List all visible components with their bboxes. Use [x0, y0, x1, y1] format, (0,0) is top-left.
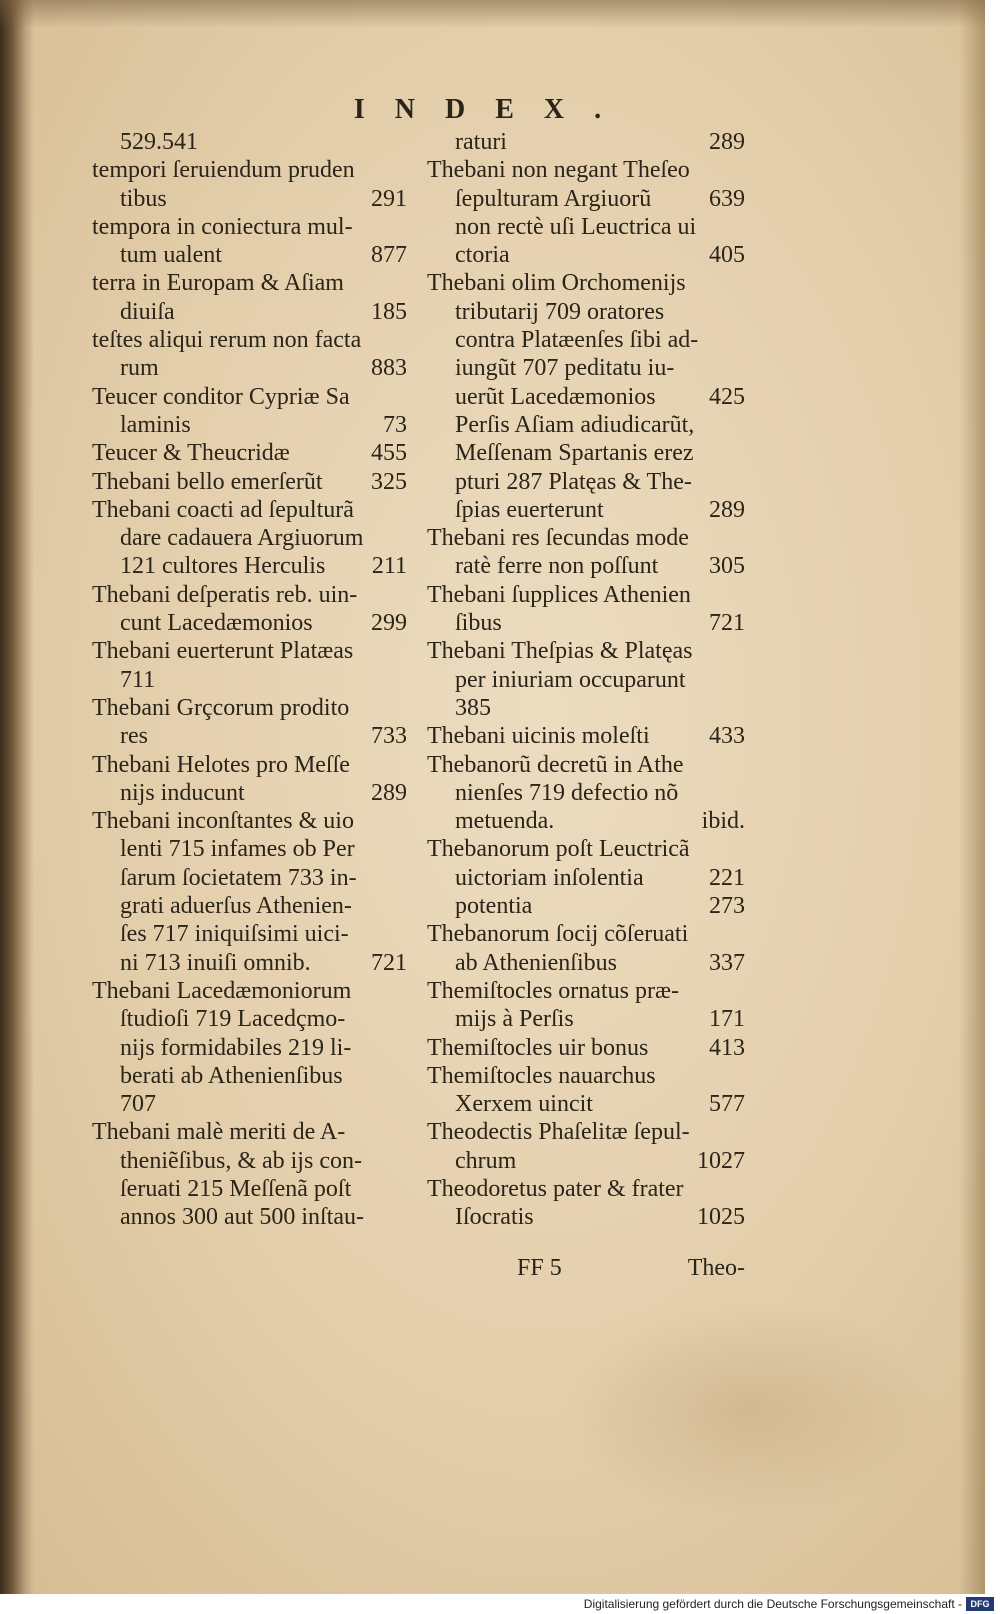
- index-entry-text: 385: [455, 694, 491, 721]
- index-entry-text: pturi 287 Platęas & The-: [455, 468, 692, 495]
- index-entry-text: nijs inducunt: [120, 779, 245, 806]
- index-line: [427, 185, 745, 213]
- index-page-number: [399, 977, 407, 1005]
- index-entry-text: tibus: [120, 185, 167, 212]
- index-page-number: [399, 1062, 407, 1090]
- index-page-number: [399, 213, 407, 241]
- index-line: [427, 213, 745, 241]
- index-line: [92, 1005, 407, 1033]
- index-line: [427, 1005, 745, 1033]
- index-page-number: [737, 977, 745, 1005]
- index-page-number: [737, 213, 745, 241]
- index-line: [427, 1090, 745, 1118]
- index-page-number: 299: [371, 610, 407, 637]
- index-entry-text: Teucer & Theucridæ: [92, 440, 290, 467]
- index-entry-text: ſeruati 215 Meſſenã poſt: [120, 1175, 352, 1202]
- page-header: INDEX.: [353, 94, 632, 125]
- index-entry-text: 707: [120, 1091, 156, 1118]
- dfg-logo: DFG: [966, 1597, 994, 1611]
- index-page-number: [737, 468, 745, 496]
- index-page-number: [399, 156, 407, 184]
- index-line: [92, 949, 407, 977]
- index-entry-text: ab Athenienſibus: [455, 949, 617, 976]
- index-entry-text: Thebanorum ſocij cõſeruati: [427, 921, 689, 948]
- index-entry-text: raturi: [455, 129, 507, 155]
- index-entry-text: tempori ſeruiendum pruden: [92, 157, 355, 184]
- index-line: [92, 156, 407, 184]
- index-entry-text: tempora in coniectura mul-: [92, 213, 353, 240]
- index-page-number: 639: [709, 185, 745, 212]
- index-entry-text: ratè ferre non poſſunt: [455, 553, 659, 580]
- index-entry-text: ſtudioſi 719 Lacedçmo-: [120, 1006, 346, 1033]
- index-page-number: [737, 326, 745, 354]
- index-line: [92, 694, 407, 722]
- index-line: [92, 1090, 407, 1118]
- index-line: [427, 920, 745, 948]
- index-entry-text: Thebani deſperatis reb. uin-: [92, 581, 358, 608]
- index-entry-text: Theodectis Phaſelitæ ſepul-: [427, 1119, 690, 1146]
- index-page-number: [737, 835, 745, 863]
- index-line: [92, 892, 407, 920]
- index-page-number: 291: [371, 185, 407, 212]
- index-entry-text: annos 300 aut 500 inſtau-: [120, 1204, 364, 1231]
- index-page-number: [737, 637, 745, 665]
- index-line: [427, 977, 745, 1005]
- index-line: [92, 185, 407, 213]
- index-line: [427, 383, 745, 411]
- index-line: [427, 439, 745, 467]
- index-page-number: [399, 920, 407, 948]
- index-entry-text: Thebani coacti ad ſepulturã: [92, 496, 354, 523]
- index-entry-text: theniẽſibus, & ab ijs con-: [120, 1147, 362, 1174]
- index-entry-text: per iniuriam occuparunt: [455, 666, 686, 693]
- index-page-number: [399, 326, 407, 354]
- index-page-number: 289: [709, 496, 745, 523]
- index-line: [427, 751, 745, 779]
- index-entry-text: Thebani olim Orchomenijs: [427, 270, 686, 297]
- index-page-number: 413: [709, 1034, 745, 1061]
- index-entry-text: teſtes aliqui rerum non facta: [92, 327, 362, 354]
- index-page-number: [399, 1090, 407, 1118]
- index-line: [427, 1203, 745, 1231]
- index-entry-text: Themiſtocles nauarchus: [427, 1062, 656, 1089]
- index-line: [92, 354, 407, 382]
- index-line: [92, 383, 407, 411]
- index-line: [427, 892, 745, 920]
- index-entry-text: diuiſa: [120, 298, 175, 325]
- index-entry-text: chrum: [455, 1147, 517, 1174]
- index-entry-text: contra Platæenſes ſibi ad-: [455, 327, 699, 354]
- index-line: [427, 496, 745, 524]
- index-line: [92, 779, 407, 807]
- index-page-number: [399, 892, 407, 920]
- index-entry-text: Thebani bello emerſerũt: [92, 468, 323, 495]
- index-line: [92, 1175, 407, 1203]
- index-page-number: 273: [709, 893, 745, 920]
- catchword: Theo-: [687, 1255, 745, 1281]
- index-entry-text: ni 713 inuiſi omnib.: [120, 949, 311, 976]
- index-page-number: 405: [709, 242, 745, 269]
- index-page-number: [737, 411, 745, 439]
- index-page-number: [399, 751, 407, 779]
- index-line: [92, 241, 407, 269]
- index-page-number: 433: [709, 723, 745, 750]
- index-line: [92, 1118, 407, 1146]
- index-line: [427, 864, 745, 892]
- index-entry-text: ſibus: [455, 610, 502, 637]
- index-page-number: 455: [371, 440, 407, 467]
- index-entry-text: Thebanorũ decretũ in Athe: [427, 751, 684, 778]
- index-page-number: [737, 298, 745, 326]
- index-page-number: [737, 156, 745, 184]
- index-entry-text: lenti 715 infames ob Per: [120, 836, 355, 863]
- index-line: [427, 298, 745, 326]
- index-page-number: [399, 128, 407, 156]
- index-page-number: [737, 1118, 745, 1146]
- index-page-number: [399, 496, 407, 524]
- index-entry-text: ſpias euerterunt: [455, 496, 604, 523]
- index-line: [92, 326, 407, 354]
- index-line: [92, 807, 407, 835]
- index-page-number: [737, 524, 745, 552]
- index-entry-text: uictoriam inſolentia: [455, 864, 644, 891]
- index-line: [92, 1062, 407, 1090]
- index-page-number: 171: [709, 1006, 745, 1033]
- index-entry-text: Iſocratis: [455, 1204, 534, 1231]
- index-page-number: 73: [383, 411, 407, 438]
- index-entry-text: ſepulturam Argiuorũ: [455, 185, 652, 212]
- index-page-number: 721: [709, 610, 745, 637]
- index-line: [92, 468, 407, 496]
- index-entry-text: Xerxem uincit: [455, 1091, 593, 1118]
- index-line: [427, 694, 745, 722]
- index-page-number: [737, 354, 745, 382]
- index-page-number: 1025: [697, 1204, 745, 1231]
- index-entry-text: Thebanorum poſt Leuctricã: [427, 836, 690, 863]
- index-page-number: [399, 1005, 407, 1033]
- index-page-number: [399, 864, 407, 892]
- index-page-number: [399, 1118, 407, 1146]
- index-line: [92, 722, 407, 750]
- index-page-number: [399, 1175, 407, 1203]
- page-binding-shadow: [0, 0, 34, 1594]
- index-line: [92, 977, 407, 1005]
- index-entry-text: nijs formidabiles 219 li-: [120, 1034, 352, 1061]
- index-line: [427, 807, 745, 835]
- index-entry-text: Perſis Aſiam adiudicarũt,: [455, 411, 695, 438]
- index-entry-text: 529.541: [120, 129, 198, 155]
- index-line: [92, 298, 407, 326]
- index-line: [92, 835, 407, 863]
- index-page-number: [399, 1147, 407, 1175]
- index-page-number: 337: [709, 949, 745, 976]
- index-line: [427, 326, 745, 354]
- index-line: [427, 835, 745, 863]
- index-line: [92, 637, 407, 665]
- index-line: [92, 496, 407, 524]
- index-entry-text: ſes 717 iniquiſsimi uici-: [120, 921, 349, 948]
- page-right-shadow: [959, 0, 985, 1594]
- index-page-number: [399, 835, 407, 863]
- index-page-number: [737, 581, 745, 609]
- index-line: [427, 666, 745, 694]
- index-line: [427, 354, 745, 382]
- index-page-number: [737, 666, 745, 694]
- index-entry-text: Thebani Theſpias & Platęas: [427, 638, 693, 665]
- index-entry-text: Meſſenam Spartanis erez: [455, 440, 694, 467]
- index-line: [92, 1203, 407, 1231]
- index-line: [92, 269, 407, 297]
- index-page-number: 425: [709, 383, 745, 410]
- index-entry-text: Thebani Grçcorum prodito: [92, 694, 350, 721]
- index-line: [92, 439, 407, 467]
- index-page-number: 211: [371, 553, 407, 580]
- index-entry-text: terra in Europam & Aſiam: [92, 270, 344, 297]
- index-entry-text: cunt Lacedæmonios: [120, 610, 313, 637]
- index-line: [427, 637, 745, 665]
- index-page-number: [399, 666, 407, 694]
- index-entry-text: Thebani Helotes pro Meſſe: [92, 751, 350, 778]
- index-entry-text: Thebani non negant Theſeo: [427, 157, 690, 184]
- index-line: [92, 552, 407, 580]
- index-line: [92, 411, 407, 439]
- index-entry-text: non rectè uſi Leuctrica ui: [455, 213, 697, 240]
- index-entry-text: Thebani euerterunt Platæas: [92, 638, 354, 665]
- index-line: [427, 552, 745, 580]
- index-line: [92, 581, 407, 609]
- index-page-number: 289: [371, 779, 407, 806]
- index-entry-text: tributarij 709 oratores: [455, 298, 665, 325]
- index-page-number: 883: [371, 355, 407, 382]
- index-page-number: [399, 807, 407, 835]
- index-entry-text: iungũt 707 peditatu iu-: [455, 355, 675, 382]
- index-line: [427, 1062, 745, 1090]
- index-entry-text: laminis: [120, 411, 191, 438]
- index-entry-text: Thebani res ſecundas mode: [427, 525, 689, 552]
- index-entry-text: berati ab Athenienſibus: [120, 1062, 343, 1089]
- index-page-number: [399, 269, 407, 297]
- index-page-number: [737, 1175, 745, 1203]
- index-line: [427, 269, 745, 297]
- index-page-number: [399, 637, 407, 665]
- index-page-number: 185: [371, 298, 407, 325]
- index-entry-text: Themiſtocles uir bonus: [427, 1034, 649, 1061]
- index-line: [92, 1147, 407, 1175]
- index-page-number: [399, 1203, 407, 1231]
- index-line: [92, 751, 407, 779]
- index-entry-text: potentia: [455, 893, 533, 920]
- index-line: [427, 1147, 745, 1175]
- index-line: [92, 213, 407, 241]
- page-foot: [427, 1255, 745, 1282]
- index-entry-text: Thebani inconſtantes & uio: [92, 808, 354, 835]
- index-entry-text: tum ualent: [120, 242, 222, 269]
- index-line: [427, 1118, 745, 1146]
- digitization-footer: [0, 1594, 1000, 1614]
- index-page-number: ibid.: [701, 808, 745, 835]
- index-line: [427, 949, 745, 977]
- index-entry-text: Theodoretus pater & frater: [427, 1175, 684, 1202]
- index-page-number: 1027: [697, 1147, 745, 1174]
- index-entry-text: 121 cultores Herculis: [120, 553, 326, 580]
- index-entry-text: ſarum ſocietatem 733 in-: [120, 864, 357, 891]
- index-page-number: [737, 1062, 745, 1090]
- index-page-number: [399, 1034, 407, 1062]
- index-line: [427, 128, 745, 156]
- index-entry-text: grati aduerſus Athenien-: [120, 893, 352, 920]
- index-line: [427, 1034, 745, 1062]
- index-entry-text: 711: [120, 666, 156, 693]
- index-line: [427, 524, 745, 552]
- index-entry-text: Thebani malè meriti de A-: [92, 1119, 346, 1146]
- index-line: [427, 779, 745, 807]
- footer-credit: Digitalisierung gefördert durch die Deutsche Forschungsgemeinschaft -: [583, 1597, 962, 1611]
- index-entry-text: Thebani Lacedæmoniorum: [92, 977, 352, 1004]
- index-column-right: [427, 128, 745, 1232]
- index-page-number: [737, 439, 745, 467]
- index-page-number: 289: [709, 129, 745, 155]
- index-entry-text: Themiſtocles ornatus præ-: [427, 977, 679, 1004]
- index-page-number: [737, 269, 745, 297]
- index-entry-text: nienſes 719 defectio nõ: [455, 779, 679, 806]
- index-line: [427, 241, 745, 269]
- index-entry-text: ctoria: [455, 242, 510, 269]
- index-page-number: [399, 524, 407, 552]
- index-line: [92, 1034, 407, 1062]
- index-page-number: 877: [371, 242, 407, 269]
- index-page-number: [399, 581, 407, 609]
- index-page-number: [399, 694, 407, 722]
- index-entry-text: uerũt Lacedæmonios: [455, 383, 656, 410]
- index-page-number: 305: [709, 553, 745, 580]
- index-entry-text: res: [120, 723, 148, 750]
- index-line: [92, 128, 407, 156]
- index-line: [427, 156, 745, 184]
- index-entry-text: metuenda.: [455, 808, 555, 835]
- index-page-number: 577: [709, 1091, 745, 1118]
- index-line: [427, 411, 745, 439]
- index-entry-text: dare cadauera Argiuorum: [120, 525, 364, 552]
- index-entry-text: Thebani uicinis moleſti: [427, 723, 650, 750]
- index-line: [92, 666, 407, 694]
- index-page-number: [737, 920, 745, 948]
- page-top-shadow: [0, 0, 985, 28]
- index-entry-text: Teucer conditor Cypriæ Sa: [92, 383, 350, 410]
- index-entry-text: rum: [120, 355, 159, 382]
- index-line: [427, 609, 745, 637]
- signature-mark: FF 5: [517, 1255, 562, 1281]
- index-page-number: [737, 779, 745, 807]
- index-page-number: 721: [371, 949, 407, 976]
- index-column-left: [92, 128, 407, 1232]
- index-page-number: [737, 751, 745, 779]
- index-page-number: [737, 694, 745, 722]
- index-line: [427, 581, 745, 609]
- index-page-number: 733: [371, 723, 407, 750]
- index-line: [427, 1175, 745, 1203]
- paper-stain: [560, 1300, 940, 1520]
- index-line: [427, 722, 745, 750]
- index-entry-text: mijs à Perſis: [455, 1006, 574, 1033]
- index-line: [92, 524, 407, 552]
- index-page-number: 325: [371, 468, 407, 495]
- index-entry-text: Thebani ſupplices Athenien: [427, 581, 691, 608]
- index-line: [92, 609, 407, 637]
- index-line: [92, 864, 407, 892]
- index-page-number: 221: [709, 864, 745, 891]
- index-line: [427, 468, 745, 496]
- index-page-number: [399, 383, 407, 411]
- index-line: [92, 920, 407, 948]
